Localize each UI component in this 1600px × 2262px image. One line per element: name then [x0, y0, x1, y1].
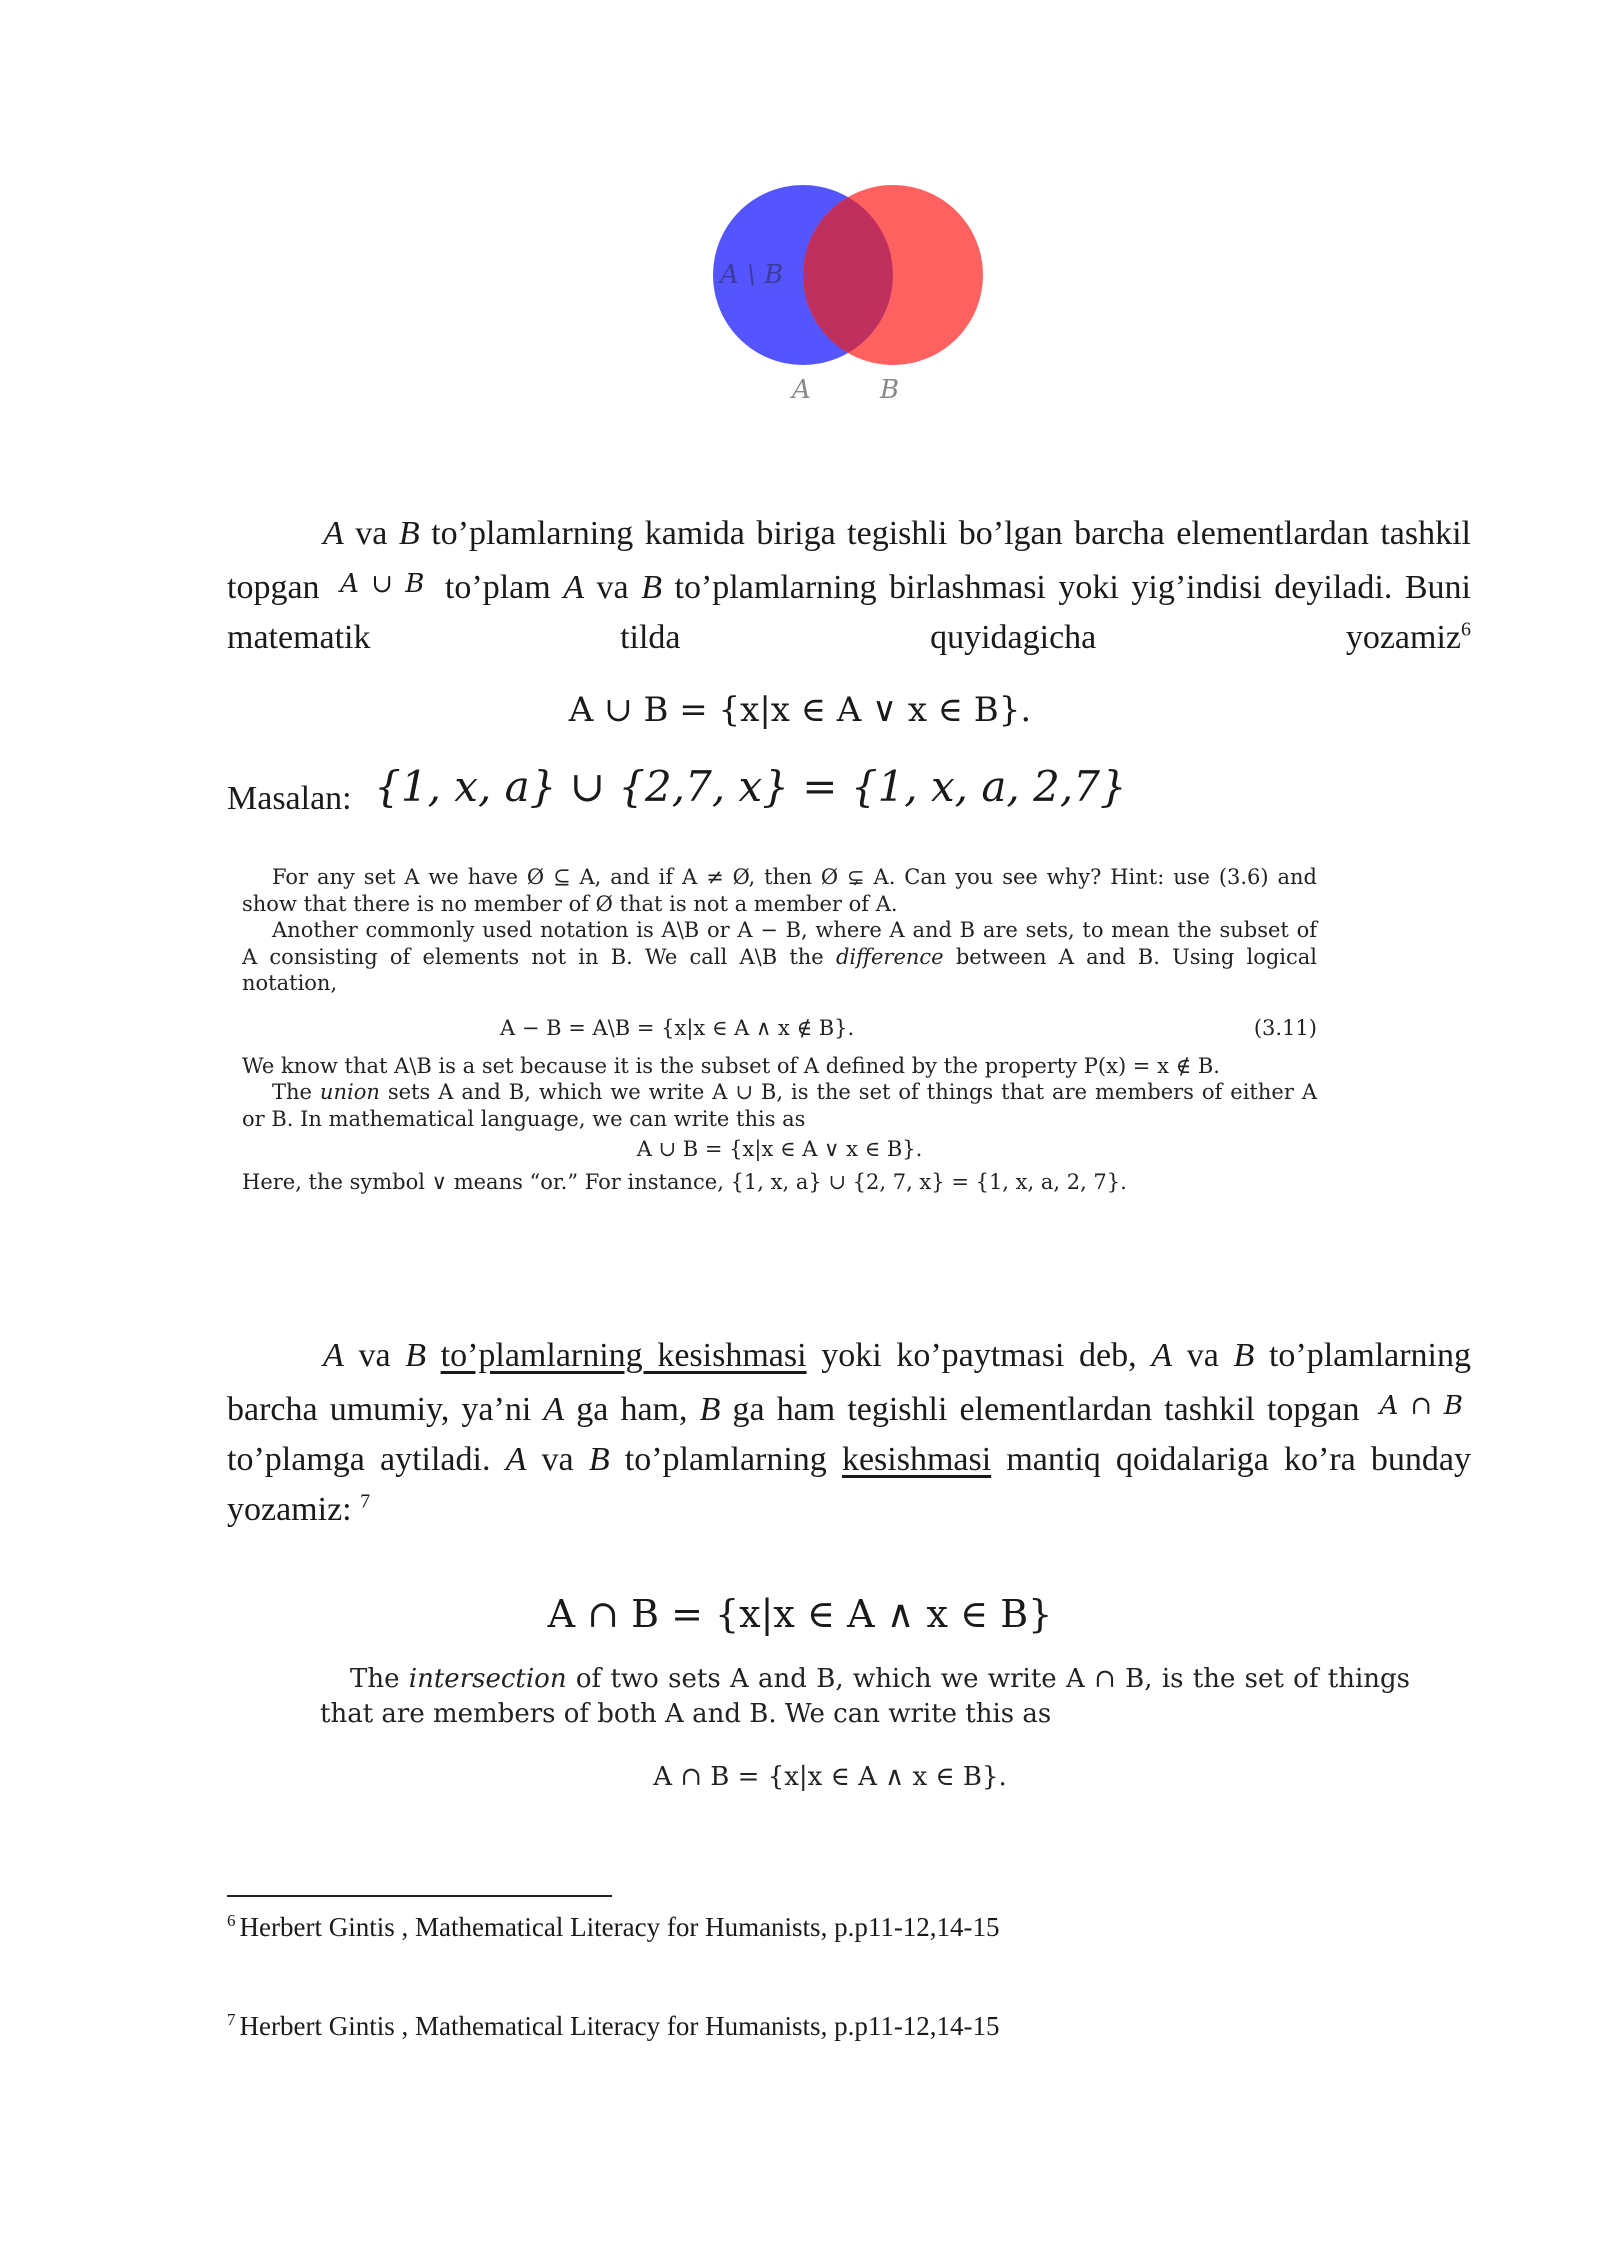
venn-label-a: A	[792, 375, 811, 405]
excerpt-equation: A ∩ B = {x|x ∈ A ∧ x ∈ B}.	[653, 1762, 1007, 1792]
footnote-number: 6	[227, 1911, 236, 1930]
intersection-paragraph: A va B to’plamlarning kesishmasi yoki ko’paytmasi deb, A va B to’plamlarning barcha umumiy, ya’ni A ga ham, B ga ham tegishli elementlardan tashkil topgan A ∩ B to’plamga aytiladi. A va B to’plamlarning kesishmasi mantiq qoidalariga ko’ra bunday yozamiz: $^7$	[227, 1337, 1471, 1528]
excerpt-equation: A − B = A\B = {x|x ∈ A ∧ x ∉ B}. (3.11)	[500, 1015, 1317, 1040]
intersection-formula: A ∩ B = {x|x ∈ A ∧ x ∈ B}	[547, 1592, 1053, 1636]
footnote-number: 7	[227, 2010, 236, 2029]
excerpt-equation: A ∪ B = {x|x ∈ A ∨ x ∈ B}.	[636, 1137, 923, 1161]
union-inline-math: A ∪ B	[340, 569, 425, 599]
venn-inner-label: A \ B	[720, 260, 784, 290]
union-paragraph: A va B to’plamlarning kamida biriga tegishli bo’lgan barcha elementlardan tashkil topgan A ∪ B to’plam A va B to’plamlarning birlashmasi yoki yig’indisi deyiladi. Buni matematik tilda quyidagicha yozamiz$^6$	[227, 515, 1471, 656]
footnote-6	[227, 1912, 1000, 1943]
footnote-text: Herbert Gintis , Mathematical Literacy for Humanists, p.p11-12,14-15	[239, 2011, 1000, 2041]
textbook-excerpt-intersection	[320, 1662, 1410, 1795]
footnote-7	[227, 2011, 1000, 2042]
excerpt-paragraph: Here, the symbol ∨ means “or.” For instance, {1, x, a} ∪ {2, 7, x} = {1, x, a, 2, 7}.	[242, 1169, 1127, 1194]
venn-diagram	[700, 170, 1000, 420]
excerpt-paragraph: Another commonly used notation is A\B or A − B, where A and B are sets, to mean the subset of A consisting of elements not in B. We call A\B the difference between A and B. Using logical notation,	[242, 918, 1317, 995]
footnote-ref-7[interactable]: 7	[360, 1490, 371, 1513]
equation-number: (3.11)	[1253, 1015, 1317, 1040]
textbook-excerpt-union	[242, 864, 1317, 1195]
kesishmasi-link[interactable]: to’plamlarning kesishmasi	[440, 1337, 807, 1374]
excerpt-paragraph: For any set A we have Ø ⊆ A, and if A ≠ Ø, then Ø ⊊ A. Can you see why? Hint: use (3.6) and show that there is no member of Ø that is not a member of A.	[242, 865, 1317, 916]
footnote-separator	[227, 1895, 612, 1897]
example-formula: {1, x, a} ∪ {2,7, x} = {1, x, a, 2,7}	[374, 762, 1127, 811]
excerpt-paragraph: The union sets A and B, which we write A ∪ B, is the set of things that are members of either A or B. In mathematical language, we can write this as	[242, 1080, 1317, 1131]
footnote-text: Herbert Gintis , Mathematical Literacy for Humanists, p.p11-12,14-15	[239, 1912, 1000, 1942]
kesishmasi-link-2[interactable]: kesishmasi	[841, 1441, 992, 1478]
example-line	[227, 762, 1127, 819]
excerpt-paragraph: The intersection of two sets A and B, which we write A ∩ B, is the set of things that are members of both A and B. We can write this as	[320, 1664, 1410, 1729]
union-formula: A ∪ B = {x|x ∈ A ∨ x ∈ B}.	[568, 690, 1032, 730]
excerpt-paragraph: We know that A\B is a set because it is the subset of A defined by the property P(x) = x ∉ B.	[242, 1053, 1220, 1078]
footnote-ref-6[interactable]: 6	[1461, 618, 1471, 641]
intersection-inline-math: A ∩ B	[1379, 1391, 1463, 1421]
venn-label-b: B	[880, 375, 900, 405]
example-label: Masalan:	[227, 780, 352, 817]
